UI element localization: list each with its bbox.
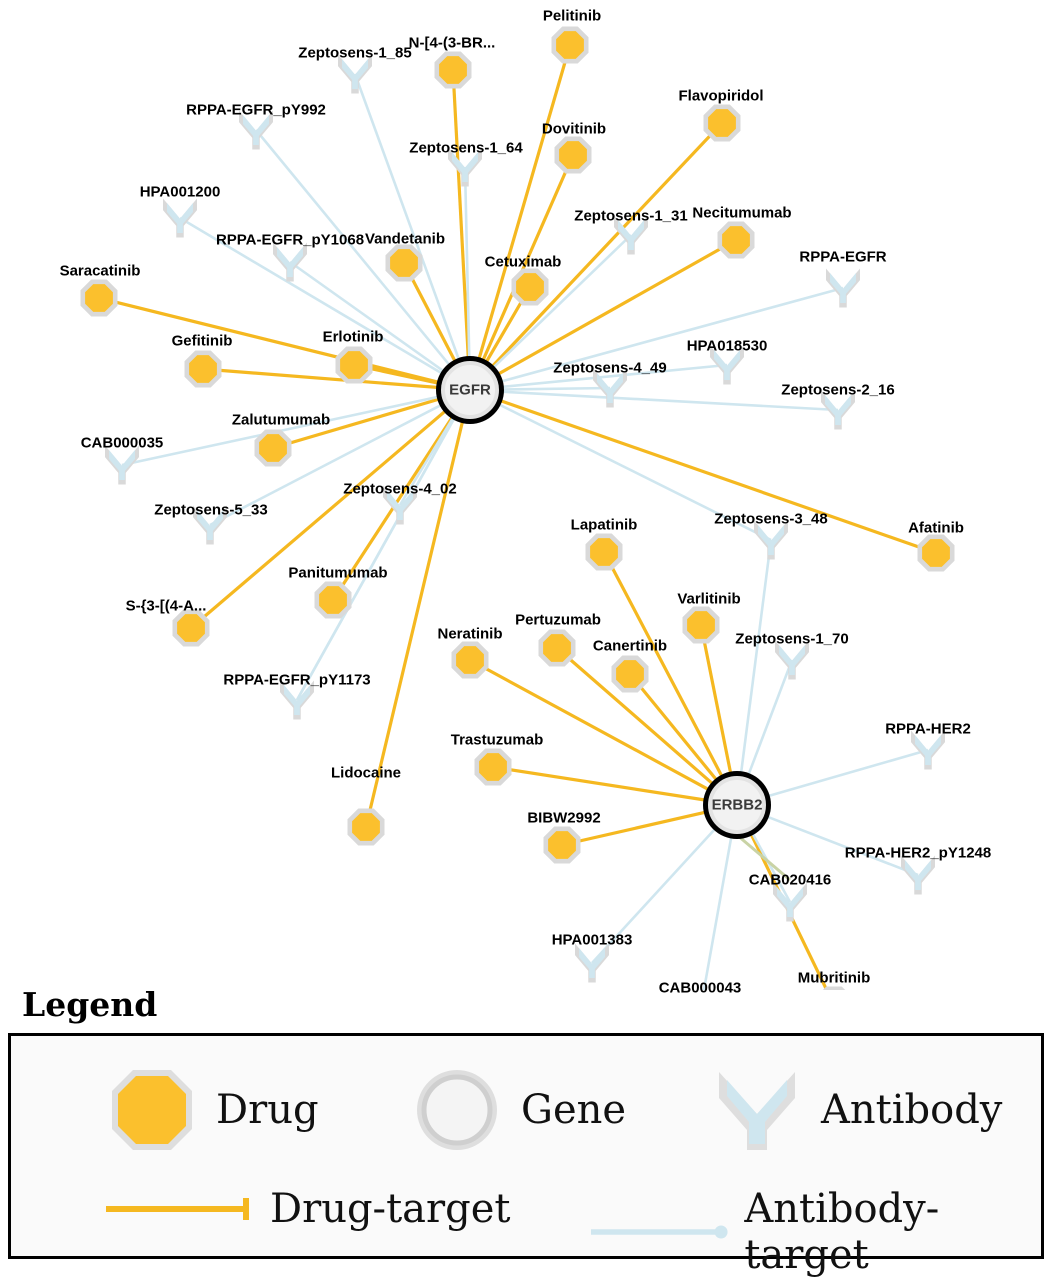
node-label: RPPA-EGFR_pY1068 (215, 231, 365, 249)
node-label: Pertuzumab (515, 611, 601, 629)
drug-node (81, 280, 118, 317)
legend (0, 985, 1059, 1280)
node-label: Zeptosens-3_48 (714, 510, 828, 528)
node-label: Neratinib (437, 625, 503, 643)
edge-antibody (492, 235, 631, 369)
drug-node (348, 809, 385, 846)
node-label: Zeptosens-4_49 (553, 359, 667, 377)
node-label: CAB000043 (658, 979, 742, 997)
node-label: Cetuximab (484, 253, 562, 271)
node-label: Zeptosens-1_70 (735, 630, 849, 648)
legend-shapes-row (11, 1064, 1041, 1164)
node-layer (81, 27, 955, 991)
node-label: Zeptosens-5_33 (154, 501, 268, 519)
drug-node (173, 610, 210, 647)
node-label: Necitumumab (692, 204, 792, 222)
node-label: Dovitinib (541, 120, 607, 138)
node-label: Trastuzumab (450, 731, 544, 749)
node-label: Zalutumumab (231, 411, 331, 429)
node-label: HPA001383 (551, 931, 633, 949)
legend-label-antibody: Antibody (821, 1087, 1003, 1133)
node-label: Panitumumab (288, 564, 388, 582)
drug-node (315, 582, 352, 619)
edge-drug (630, 674, 718, 782)
legend-label-antibody-target: Antibody-target (744, 1186, 940, 1278)
legend-item-gene (411, 1064, 626, 1156)
edge-antibody (592, 827, 717, 963)
edge-antibody (499, 288, 843, 382)
node-label: Flavopiridol (678, 87, 764, 105)
edge-drug (478, 45, 570, 361)
drug-node (918, 535, 955, 572)
legend-label-drug: Drug (216, 1087, 319, 1133)
node-label: Canertinib (592, 637, 668, 655)
drug-node (185, 351, 222, 388)
edge-antibody (751, 831, 790, 902)
node-label: RPPA-HER2 (885, 720, 971, 738)
edge-antibody (497, 403, 771, 540)
drug-node (255, 430, 292, 467)
edge-drug (273, 398, 441, 448)
legend-edge-antibody-target (591, 1186, 1041, 1278)
node-label: Lapatinib (570, 516, 638, 534)
antibody-edge-icon (591, 1218, 730, 1246)
node-label: Zeptosens-1_64 (409, 139, 523, 157)
node-label: RPPA-EGFR (799, 248, 887, 266)
drug-node (552, 27, 589, 64)
gene-node-label[interactable]: ERBB2 (711, 796, 763, 814)
legend-label-drug-target: Drug-target (270, 1186, 511, 1232)
drug-node (475, 749, 512, 786)
node-label: Gefitinib (171, 332, 233, 350)
drug-node (435, 52, 472, 89)
edge-drug (99, 298, 441, 383)
node-label: Zeptosens-1_31 (574, 207, 688, 225)
node-label: RPPA-EGFR_pY1173 (223, 671, 371, 689)
node-label: Vandetanib (364, 230, 446, 248)
drug-node (539, 630, 576, 667)
legend-title: Legend (22, 985, 158, 1024)
node-label: N-[4-(3-BR... (408, 34, 496, 52)
edge-antibody (700, 835, 732, 990)
node-label: RPPA-HER2_pY1248 (844, 844, 992, 862)
edge-antibody (765, 816, 918, 875)
edge-drug (496, 240, 736, 375)
gene-icon (411, 1064, 503, 1156)
drug-node (586, 534, 623, 571)
node-label: Lidocaine (330, 764, 402, 782)
edge-drug (498, 400, 936, 553)
edge-antibody (256, 130, 451, 367)
node-label: Mubritinib (797, 969, 871, 987)
edge-antibody (500, 392, 838, 410)
drug-node (612, 656, 649, 693)
edge-drug (562, 812, 708, 845)
node-label: Erlotinib (322, 328, 384, 346)
node-label: Zeptosens-4_02 (343, 480, 457, 498)
legend-label-gene: Gene (521, 1087, 627, 1133)
legend-item-antibody (711, 1064, 1002, 1156)
drug-node (704, 105, 741, 142)
drug-node (512, 269, 549, 306)
drug-node (386, 245, 423, 282)
drug-edge-icon (106, 1195, 256, 1223)
node-label: BIBW2992 (527, 809, 601, 827)
edge-antibody (737, 835, 790, 880)
legend-edges-row (11, 1186, 1041, 1278)
antibody-icon (711, 1064, 803, 1156)
edge-antibody (766, 750, 928, 797)
node-label: Zeptosens-2_16 (781, 381, 895, 399)
legend-item-drug (106, 1064, 319, 1156)
edge-antibody (741, 540, 771, 775)
edge-drug (701, 625, 731, 776)
node-label: Afatinib (908, 519, 964, 537)
legend-box (8, 1033, 1044, 1278)
legend-edge-drug-target (106, 1186, 510, 1232)
drug-node (452, 642, 489, 679)
node-label: CAB000035 (80, 434, 164, 452)
node-label: Saracatinib (59, 262, 141, 280)
drug-node (555, 137, 592, 174)
drug-node (718, 222, 755, 259)
node-label: S-{3-[(4-A... (125, 597, 207, 615)
drug-node (683, 607, 720, 644)
node-label: Zeptosens-1_85 (298, 44, 412, 62)
node-label: Pelitinib (542, 7, 602, 25)
drug-icon (106, 1064, 198, 1156)
gene-node-label[interactable]: EGFR (449, 381, 491, 399)
edge-drug (203, 369, 440, 388)
node-label: HPA018530 (686, 337, 768, 355)
drug-node (544, 827, 581, 864)
node-label: RPPA-EGFR_pY992 (186, 101, 326, 119)
node-label: Varlitinib (677, 590, 741, 608)
edge-antibody (500, 388, 610, 390)
node-label: CAB020416 (748, 871, 832, 889)
node-label: HPA001200 (139, 183, 221, 201)
edge-antibody (500, 365, 727, 387)
drug-node (336, 347, 373, 384)
